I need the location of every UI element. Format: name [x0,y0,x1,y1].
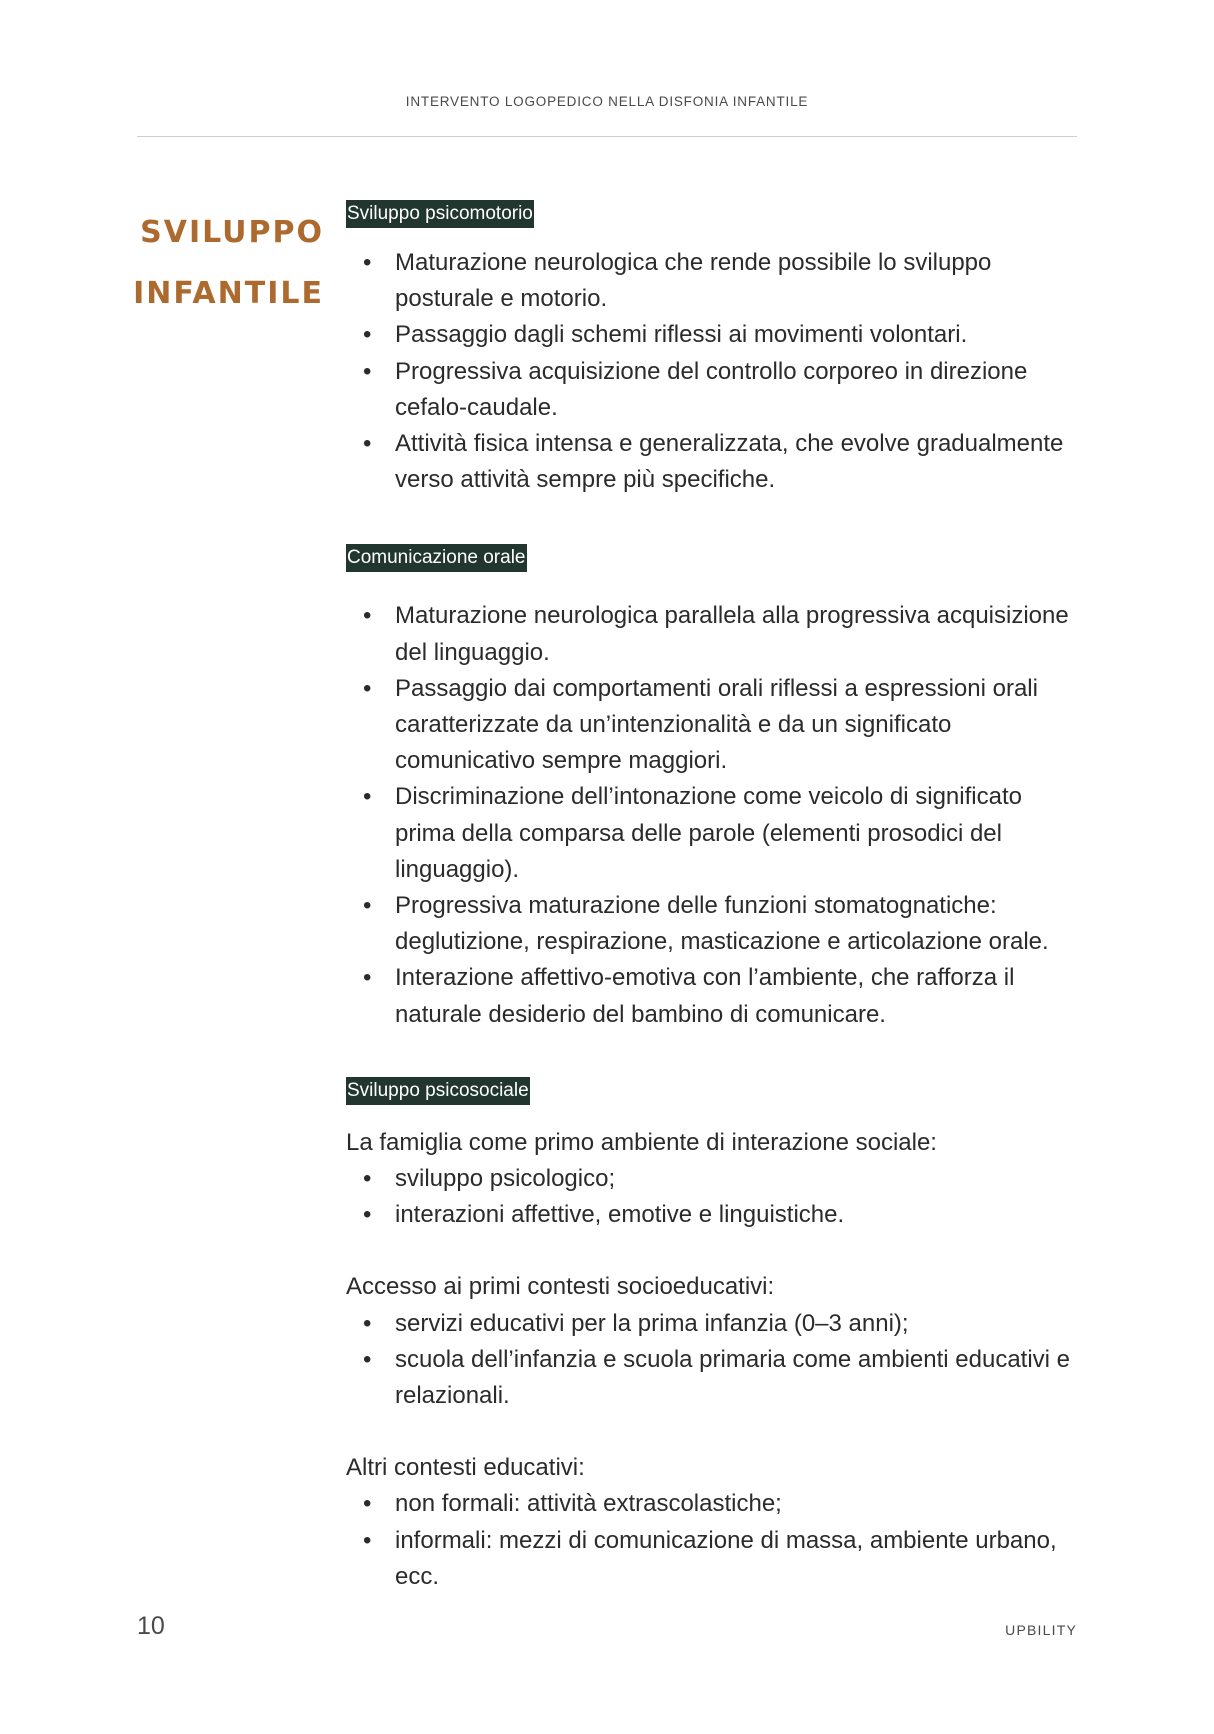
list-item: • Maturazione neurologica che rende possibile lo sviluppo posturale e motorio. [346,245,1076,317]
list-item: • Discriminazione dell’intonazione come veicolo di significato prima della comparsa delle parole (elementi prosodici del linguaggio). [346,779,1076,888]
publisher-brand: UPBILITY [1005,1622,1077,1638]
paragraph-intro: Altri contesti educativi: [346,1454,585,1482]
list-item: • interazioni affettive, emotive e linguistiche. [346,1197,1076,1233]
section-label: Sviluppo psicosociale [346,1077,530,1105]
bullet-list [346,1486,1076,1595]
list-item: • Progressiva acquisizione del controllo corporeo in direzione cefalo-caudale. [346,354,1076,426]
list-item: • Interazione affettivo-emotiva con l’ambiente, che rafforza il naturale desiderio del bambino di comunicare. [346,960,1076,1032]
bullet-list [346,1306,1076,1415]
list-item: • Passaggio dai comportamenti orali riflessi a espressioni orali caratterizzate da un’intenzionalità e da un significato comunicativo sempre maggiori. [346,671,1076,780]
paragraph-intro: La famiglia come primo ambiente di interazione sociale: [346,1128,937,1156]
section-oral-communication [346,544,1076,1032]
chapter-title-line-1: SVILUPPO [140,215,324,250]
list-item: • scuola dell’infanzia e scuola primaria come ambienti educativi e relazionali. [346,1342,1076,1414]
list-item: • sviluppo psicologico; [346,1161,1076,1197]
list-item: • non formali: attività extrascolastiche; [346,1486,1076,1522]
header-divider [137,136,1077,137]
chapter-title-line-2: INFANTILE [133,276,324,311]
bullet-list [346,1161,1076,1233]
running-header: INTERVENTO LOGOPEDICO NELLA DISFONIA INFANTILE [405,94,809,109]
section-psychosocial [346,1077,1076,1595]
section-label: Comunicazione orale [346,544,527,572]
list-item: • informali: mezzi di comunicazione di massa, ambiente urbano, ecc. [346,1523,1076,1595]
list-item: • Passaggio dagli schemi riflessi ai movimenti volontari. [346,317,1076,353]
section-psychomotor [346,200,1076,498]
list-item: • servizi educativi per la prima infanzia (0–3 anni); [346,1306,1076,1342]
bullet-list [346,245,1076,498]
list-item: • Progressiva maturazione delle funzioni stomatognatiche: deglutizione, respirazione, masticazione e articolazione orale. [346,888,1076,960]
page-number: 10 [137,1612,165,1640]
section-label: Sviluppo psicomotorio [346,200,534,228]
list-item: • Maturazione neurologica parallela alla progressiva acquisizione del linguaggio. [346,598,1076,670]
main-content [346,200,1076,1595]
bullet-list [346,598,1076,1032]
paragraph-intro: Accesso ai primi contesti socioeducativi: [346,1273,775,1301]
list-item: • Attività fisica intensa e generalizzata, che evolve gradualmente verso attività sempre più specifiche. [346,426,1076,498]
chapter-title [133,202,324,324]
